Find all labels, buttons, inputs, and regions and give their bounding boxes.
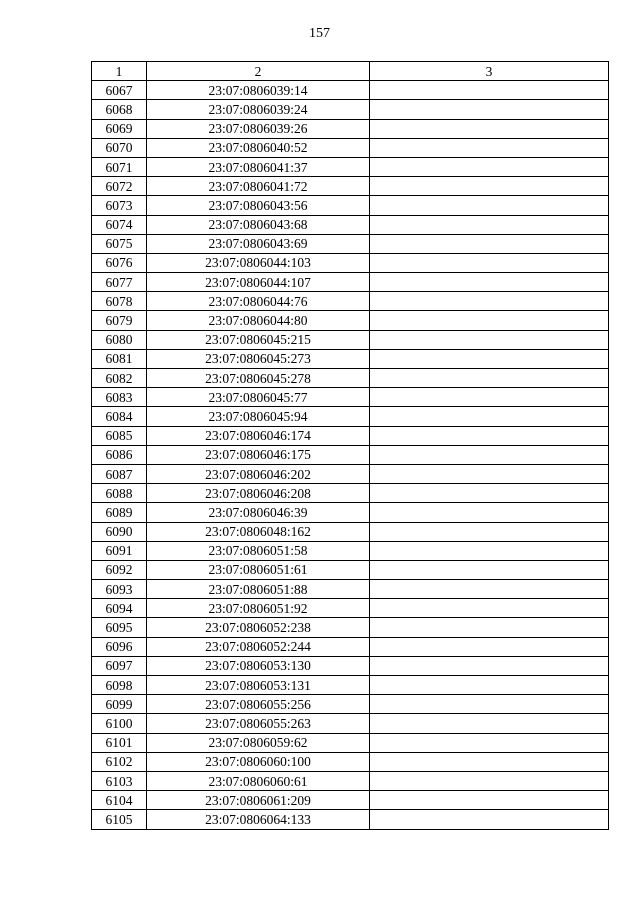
notes-cell [370, 791, 609, 810]
table-row [92, 733, 609, 752]
row-number-cell: 6088 [92, 484, 147, 503]
table-row [92, 349, 609, 368]
row-number-cell: 6078 [92, 292, 147, 311]
table-header-row [92, 62, 609, 81]
cadastral-number-cell: 23:07:0806061:209 [147, 791, 370, 810]
notes-cell [370, 369, 609, 388]
table-row [92, 771, 609, 790]
row-number-cell: 6097 [92, 656, 147, 675]
cadastral-number-cell: 23:07:0806051:58 [147, 541, 370, 560]
notes-cell [370, 234, 609, 253]
cadastral-number-cell: 23:07:0806044:80 [147, 311, 370, 330]
notes-cell [370, 464, 609, 483]
row-number-cell: 6085 [92, 426, 147, 445]
cadastral-number-cell: 23:07:0806052:244 [147, 637, 370, 656]
cadastral-number-cell: 23:07:0806044:76 [147, 292, 370, 311]
table-row [92, 656, 609, 675]
notes-cell [370, 292, 609, 311]
row-number-cell: 6076 [92, 253, 147, 272]
data-table [91, 61, 609, 830]
table-row [92, 714, 609, 733]
row-number-cell: 6067 [92, 81, 147, 100]
cadastral-number-cell: 23:07:0806046:174 [147, 426, 370, 445]
cadastral-number-cell: 23:07:0806046:39 [147, 503, 370, 522]
table-row [92, 637, 609, 656]
row-number-cell: 6075 [92, 234, 147, 253]
notes-cell [370, 100, 609, 119]
column-header-3: 3 [370, 62, 609, 81]
row-number-cell: 6068 [92, 100, 147, 119]
row-number-cell: 6098 [92, 676, 147, 695]
row-number-cell: 6074 [92, 215, 147, 234]
cadastral-number-cell: 23:07:0806044:107 [147, 273, 370, 292]
notes-cell [370, 560, 609, 579]
cadastral-number-cell: 23:07:0806045:215 [147, 330, 370, 349]
table-row [92, 119, 609, 138]
table-row [92, 541, 609, 560]
cadastral-number-cell: 23:07:0806043:68 [147, 215, 370, 234]
notes-cell [370, 714, 609, 733]
row-number-cell: 6080 [92, 330, 147, 349]
table-row [92, 369, 609, 388]
row-number-cell: 6083 [92, 388, 147, 407]
notes-cell [370, 196, 609, 215]
row-number-cell: 6090 [92, 522, 147, 541]
cadastral-number-cell: 23:07:0806048:162 [147, 522, 370, 541]
notes-cell [370, 503, 609, 522]
notes-cell [370, 599, 609, 618]
row-number-cell: 6089 [92, 503, 147, 522]
cadastral-number-cell: 23:07:0806055:263 [147, 714, 370, 733]
row-number-cell: 6093 [92, 580, 147, 599]
table-row [92, 618, 609, 637]
notes-cell [370, 541, 609, 560]
notes-cell [370, 695, 609, 714]
notes-cell [370, 273, 609, 292]
notes-cell [370, 637, 609, 656]
row-number-cell: 6082 [92, 369, 147, 388]
notes-cell [370, 484, 609, 503]
row-number-cell: 6086 [92, 445, 147, 464]
cadastral-number-cell: 23:07:0806043:56 [147, 196, 370, 215]
cadastral-number-cell: 23:07:0806044:103 [147, 253, 370, 272]
notes-cell [370, 733, 609, 752]
notes-cell [370, 445, 609, 464]
row-number-cell: 6072 [92, 177, 147, 196]
row-number-cell: 6101 [92, 733, 147, 752]
row-number-cell: 6096 [92, 637, 147, 656]
row-number-cell: 6105 [92, 810, 147, 829]
page-number: 157 [309, 26, 330, 41]
table-row [92, 81, 609, 100]
cadastral-number-cell: 23:07:0806045:94 [147, 407, 370, 426]
notes-cell [370, 656, 609, 675]
table-row [92, 810, 609, 829]
cadastral-number-cell: 23:07:0806039:24 [147, 100, 370, 119]
cadastral-number-cell: 23:07:0806040:52 [147, 138, 370, 157]
row-number-cell: 6094 [92, 599, 147, 618]
table-row [92, 484, 609, 503]
notes-cell [370, 580, 609, 599]
table-row [92, 330, 609, 349]
cadastral-number-cell: 23:07:0806043:69 [147, 234, 370, 253]
row-number-cell: 6069 [92, 119, 147, 138]
notes-cell [370, 119, 609, 138]
table-row [92, 580, 609, 599]
row-number-cell: 6081 [92, 349, 147, 368]
table-row [92, 791, 609, 810]
table-row [92, 445, 609, 464]
row-number-cell: 6103 [92, 771, 147, 790]
notes-cell [370, 810, 609, 829]
cadastral-number-cell: 23:07:0806060:61 [147, 771, 370, 790]
cadastral-number-cell: 23:07:0806045:77 [147, 388, 370, 407]
table-body [92, 81, 609, 829]
cadastral-number-cell: 23:07:0806046:202 [147, 464, 370, 483]
notes-cell [370, 349, 609, 368]
cadastral-number-cell: 23:07:0806039:14 [147, 81, 370, 100]
row-number-cell: 6102 [92, 752, 147, 771]
table-row [92, 388, 609, 407]
row-number-cell: 6071 [92, 157, 147, 176]
table-row [92, 100, 609, 119]
column-header-1: 1 [92, 62, 147, 81]
notes-cell [370, 215, 609, 234]
cadastral-number-cell: 23:07:0806051:88 [147, 580, 370, 599]
row-number-cell: 6099 [92, 695, 147, 714]
column-header-2: 2 [147, 62, 370, 81]
notes-cell [370, 138, 609, 157]
cadastral-number-cell: 23:07:0806052:238 [147, 618, 370, 637]
cadastral-number-cell: 23:07:0806046:175 [147, 445, 370, 464]
notes-cell [370, 676, 609, 695]
table-row [92, 311, 609, 330]
notes-cell [370, 388, 609, 407]
table-row [92, 752, 609, 771]
row-number-cell: 6087 [92, 464, 147, 483]
table-row [92, 426, 609, 445]
table-row [92, 292, 609, 311]
notes-cell [370, 157, 609, 176]
notes-cell [370, 426, 609, 445]
cadastral-number-cell: 23:07:0806041:72 [147, 177, 370, 196]
row-number-cell: 6070 [92, 138, 147, 157]
cadastral-number-cell: 23:07:0806059:62 [147, 733, 370, 752]
table-row [92, 464, 609, 483]
cadastral-number-cell: 23:07:0806053:131 [147, 676, 370, 695]
cadastral-number-cell: 23:07:0806051:92 [147, 599, 370, 618]
cadastral-number-cell: 23:07:0806041:37 [147, 157, 370, 176]
notes-cell [370, 522, 609, 541]
notes-cell [370, 407, 609, 426]
table-row [92, 215, 609, 234]
cadastral-number-cell: 23:07:0806060:100 [147, 752, 370, 771]
table-row [92, 138, 609, 157]
table-row [92, 157, 609, 176]
table-row [92, 407, 609, 426]
notes-cell [370, 177, 609, 196]
notes-cell [370, 771, 609, 790]
cadastral-number-cell: 23:07:0806055:256 [147, 695, 370, 714]
table-row [92, 560, 609, 579]
cadastral-number-cell: 23:07:0806045:278 [147, 369, 370, 388]
cadastral-number-cell: 23:07:0806039:26 [147, 119, 370, 138]
notes-cell [370, 253, 609, 272]
notes-cell [370, 81, 609, 100]
cadastral-number-cell: 23:07:0806051:61 [147, 560, 370, 579]
row-number-cell: 6091 [92, 541, 147, 560]
table-row [92, 253, 609, 272]
cadastral-number-cell: 23:07:0806045:273 [147, 349, 370, 368]
table-row [92, 234, 609, 253]
row-number-cell: 6095 [92, 618, 147, 637]
row-number-cell: 6100 [92, 714, 147, 733]
row-number-cell: 6092 [92, 560, 147, 579]
row-number-cell: 6104 [92, 791, 147, 810]
notes-cell [370, 752, 609, 771]
row-number-cell: 6079 [92, 311, 147, 330]
cadastral-number-cell: 23:07:0806046:208 [147, 484, 370, 503]
notes-cell [370, 330, 609, 349]
notes-cell [370, 311, 609, 330]
notes-cell [370, 618, 609, 637]
table-row [92, 196, 609, 215]
table-row [92, 695, 609, 714]
row-number-cell: 6073 [92, 196, 147, 215]
cadastral-number-cell: 23:07:0806064:133 [147, 810, 370, 829]
table-row [92, 676, 609, 695]
row-number-cell: 6084 [92, 407, 147, 426]
table-row [92, 599, 609, 618]
table-row [92, 273, 609, 292]
table-row [92, 503, 609, 522]
table-row [92, 177, 609, 196]
cadastral-number-cell: 23:07:0806053:130 [147, 656, 370, 675]
table-row [92, 522, 609, 541]
row-number-cell: 6077 [92, 273, 147, 292]
